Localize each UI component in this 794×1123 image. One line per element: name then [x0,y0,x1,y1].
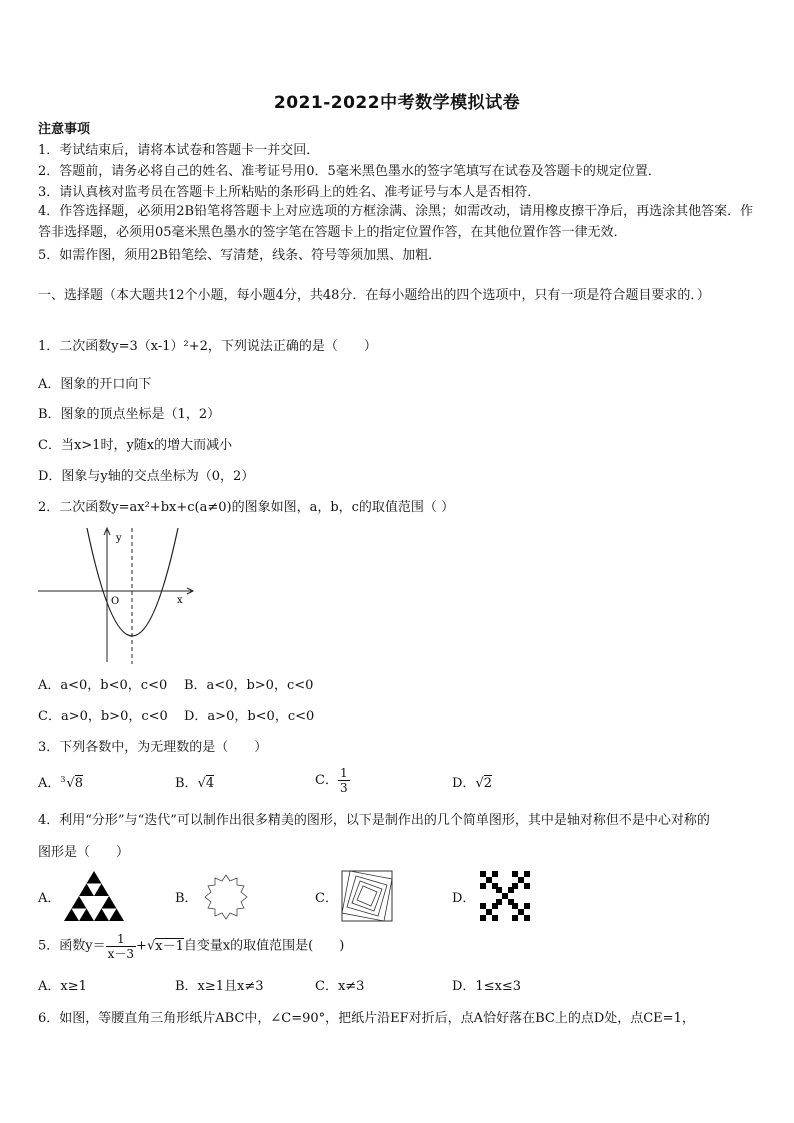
rotated-square-3 [352,881,382,911]
section-heading: 一、选择题（本大题共12个小题，每小题4分，共48分．在每小题给出的四个选项中，只有一项是符合题目要求的．） [38,288,710,303]
q3-option-d: D．√2 [452,776,493,791]
q4-option-c-label: C． [315,891,338,906]
denominator: x－3 [107,947,135,961]
numerator: 1 [339,766,348,780]
rotated-square-1 [342,871,392,921]
q5-suffix: 自变量x的取值范围是( ) [183,938,345,954]
q5-option-b: B．x≥1且x≠3 [175,979,264,994]
q3-option-a-label: A． [38,776,61,791]
notice-item-2: 2．答题前，请务必将自己的姓名、准考证号用0．5毫米黑色墨水的签字笔填写在试卷及答题卡的规定位置． [38,164,661,179]
q2-option-b: B．a<0，b>0，c<0 [184,678,314,693]
q3-option-c [315,766,350,795]
q5-fraction [106,932,136,961]
y-label: y [116,533,122,544]
checker-x-figure [478,869,532,923]
q6-stem: 6．如图，等腰直角三角形纸片ABC中，∠C=90°，把纸片沿EF对折后，点A恰好落在BC上的点D处，点CE=1， [38,1011,695,1026]
cube-root: 3 √8 [60,775,83,793]
plus-sign: + [136,938,147,954]
q5-option-c: C．x≠3 [315,979,365,994]
root-index: 3 [60,775,66,784]
q2-option-c: C．a>0，b>0，c<0 [38,709,168,724]
q4-stem-line1: 4．利用“分形”与“迭代”可以制作出很多精美的图形，以下是制作出的几个简单图形，其中是轴对称但不是中心对称的 [38,813,710,828]
q2-stem: 2．二次函数y=ax²+bx+c(a≠0)的图象如图，a，b，c的取值范围（ ） [38,500,455,515]
fraction [338,766,350,795]
q2-parabola-graph [36,524,198,666]
q1-stem: 1．二次函数y=3（x-1）²+2，下列说法正确的是（ ） [38,339,377,354]
q5-prefix: 5．函数y＝ [38,938,106,954]
rotated-square-4 [357,886,377,906]
x-label: x [177,595,183,606]
q3-option-b-label: B． [175,776,198,791]
notice-item-5: 5．如需作图，须用2B铅笔绘、写清楚，线条、符号等须加黑、加粗． [38,248,442,263]
koch-snowflake-figure [200,871,252,923]
q2-option-a: A．a<0，b<0，c<0 [38,678,168,693]
q2-option-d: D．a>0，b<0，c<0 [184,709,315,724]
q5-option-a: A．x≥1 [38,979,87,994]
q4-option-b-label: B． [175,891,198,906]
outer-square [342,871,392,921]
notice-item-4: 4．作答选择题，必须用2B铅笔将答题卡上对应选项的方框涂满、涂黑；如需改动，请用橡皮擦干净后，再选涂其他答案．作答非选择题，必须用05毫米黑色墨水的签字笔在答题卡上的指定位置作答，在其他位置作答一律无效． [38,204,754,240]
radicand: 2 [483,776,493,791]
q1-option-d: D．图象与y轴的交点坐标为（0，2） [38,469,255,484]
q5-stem: 5．函数y＝ $\frac{1}{x-3}$ +√x－1自变量x的取值范围是( ) [38,932,345,961]
q3-option-c-label: C． [315,773,338,788]
nested-squares-figure [340,869,394,923]
radicand: 4 [205,776,215,791]
notice-heading: 注意事项 [38,122,91,137]
notice-item-3: 3．请认真核对监考员在答题卡上所粘贴的条形码上的姓名、准考证号与本人是否相符． [38,185,541,200]
q1-option-a: A．图象的开口向下 [38,377,152,392]
q1-option-c: C．当x>1时，y随x的增大而减小 [38,438,233,453]
q4-option-a-label: A． [38,891,61,906]
q3-option-d-label: D． [452,776,476,791]
numerator: 1 [106,932,136,947]
q3-option-b: B．√4 [175,776,215,791]
page-title: 2021-2022中考数学模拟试卷 [273,93,521,113]
origin-label: O [111,596,120,607]
q3-stem: 3．下列各数中，为无理数的是（ ） [38,740,268,755]
q4-stem-line2: 图形是（ ） [38,845,130,860]
snowflake-outline [205,875,247,919]
rotated-square-2 [347,876,387,916]
sierpinski-triangle-figure [62,869,126,923]
radicand: 8 [74,776,83,791]
notice-item-1: 1．考试结束后，请将本试卷和答题卡一并交回． [38,143,320,158]
denominator: 3 [339,781,348,795]
radicand: x－1 [155,938,184,954]
q5-option-d: D．1≤x≤3 [452,979,522,994]
q4-option-d-label: D． [452,891,476,906]
q3-option-a [38,775,83,793]
q1-option-b: B．图象的顶点坐标是（1，2） [38,407,221,422]
